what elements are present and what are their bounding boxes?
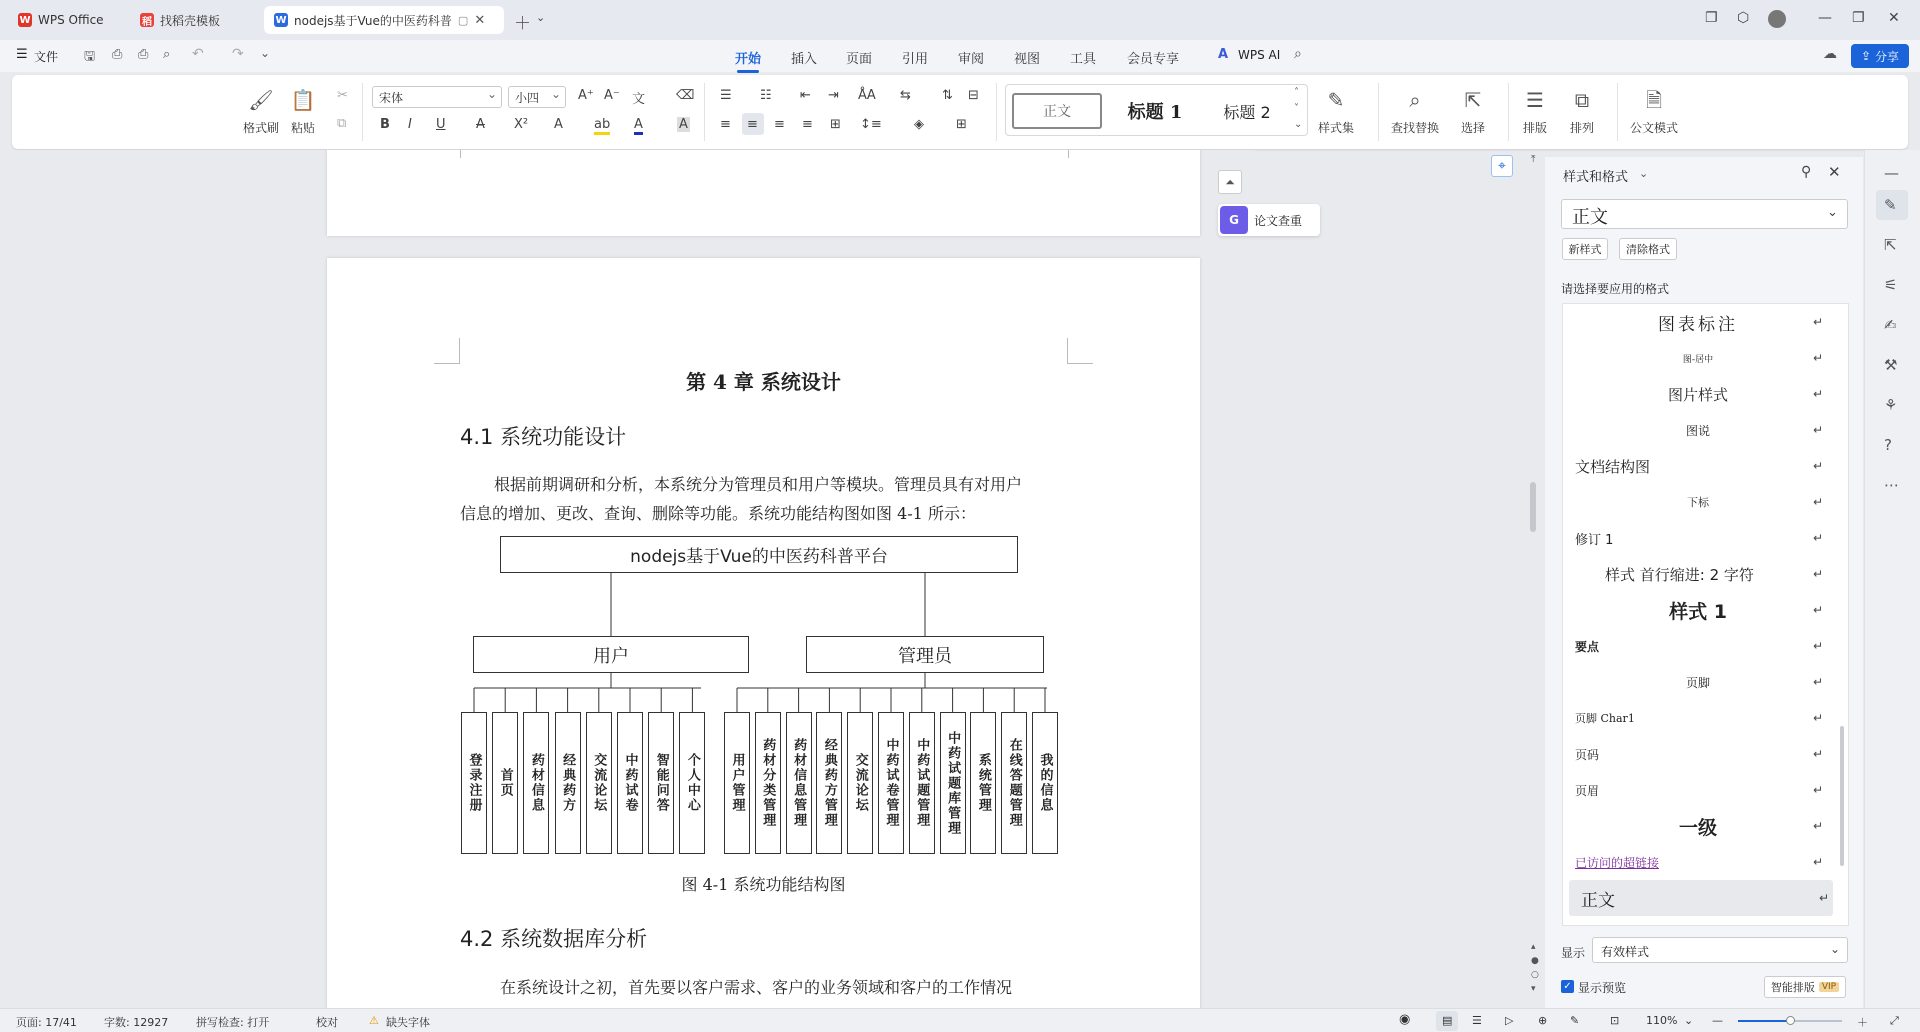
node-label: 登录注册: [466, 753, 482, 813]
undo-icon[interactable]: ↶: [192, 46, 204, 62]
missing-font-button[interactable]: 缺失字体: [386, 1016, 430, 1029]
collapse-up-icon: ⏶: [1225, 174, 1235, 189]
style-name: 页脚: [1685, 675, 1710, 690]
smart-layout-label: 智能排版: [1770, 981, 1815, 994]
layout-icon: ☰: [1526, 88, 1544, 112]
style-list-item[interactable]: [1563, 700, 1833, 736]
user-function-node: [555, 712, 581, 854]
style-list-scrollbar[interactable]: [1840, 726, 1844, 866]
char-shading-icon[interactable]: A: [679, 117, 688, 132]
user-function-node: [679, 712, 705, 854]
user-function-node: [586, 712, 612, 854]
node-label: 中药试题管理: [914, 738, 930, 828]
format-painter-label: 格式刷: [243, 121, 280, 135]
save-icon[interactable]: 🖫: [84, 49, 96, 64]
smart-layout-button[interactable]: [1764, 976, 1846, 998]
style-prompt: 请选择要应用的格式: [1561, 282, 1670, 296]
new-style-button[interactable]: 新样式: [1562, 238, 1608, 260]
style-name: 一级: [1678, 816, 1717, 839]
node-label: 经典药方管理: [821, 738, 837, 828]
help-icon[interactable]: ?: [1884, 436, 1892, 454]
admin-function-node: [724, 712, 750, 854]
paragraph-shading-icon[interactable]: ◈: [914, 117, 924, 132]
fullscreen-icon[interactable]: ⤢: [1890, 1014, 1899, 1027]
style-list-item[interactable]: [1563, 592, 1833, 628]
node-label: 药材信息: [528, 753, 544, 813]
adjust-icon[interactable]: ⚟: [1884, 276, 1898, 294]
tab-list-chevron-icon[interactable]: ⌄: [536, 11, 546, 24]
paragraph-mark-icon: ↵: [1813, 423, 1824, 437]
select-pointer-icon[interactable]: ⇱: [1884, 236, 1897, 254]
zoom-slider-handle[interactable]: [1786, 1016, 1795, 1025]
admin-function-node: [1032, 712, 1058, 854]
style-name: 正文: [1581, 890, 1615, 911]
align-center-icon[interactable]: ≡: [747, 117, 758, 132]
style-set-label: 样式集: [1318, 121, 1355, 135]
select-label: 选择: [1460, 121, 1485, 135]
page-indicator[interactable]: 页面: 17/41: [16, 1016, 77, 1029]
user-function-node: [523, 712, 549, 854]
cube-icon[interactable]: ⬡: [1737, 10, 1750, 26]
paragraph-mark-icon: ↵: [1813, 675, 1824, 689]
collapse-float-button[interactable]: [1218, 170, 1242, 194]
new-tab-icon[interactable]: ＋: [514, 14, 531, 34]
paragraph-mark-icon: ↵: [1813, 711, 1824, 725]
style-pen-icon[interactable]: ✎: [1884, 196, 1897, 214]
copy-icon[interactable]: ⧉: [337, 116, 347, 131]
web-view-icon[interactable]: ⊕: [1538, 1014, 1548, 1027]
cloud-icon[interactable]: ☁: [1823, 46, 1837, 62]
style-list-item[interactable]: [1563, 304, 1833, 340]
admin-function-node: [970, 712, 996, 854]
scroll-top-icon[interactable]: ⤒: [1531, 154, 1536, 165]
node-label: 中药试卷管理: [883, 738, 899, 828]
zoom-level[interactable]: 110%: [1646, 1014, 1678, 1027]
paragraph-mark-icon: ↵: [1813, 495, 1824, 509]
style-name: 图-居中: [1682, 354, 1714, 365]
text-direction-icon[interactable]: ÅA: [858, 88, 876, 103]
admin-function-node: [755, 712, 781, 854]
node-label: 用户管理: [729, 753, 745, 813]
paragraph-mark-icon: ↵: [1813, 855, 1824, 869]
arrange-icon: ⧉: [1574, 88, 1590, 112]
sort-icon[interactable]: ⇅: [942, 88, 953, 103]
shirt-icon[interactable]: ⚘: [1884, 396, 1898, 414]
style-list-item[interactable]: [1563, 772, 1833, 808]
style-select-chevron-icon[interactable]: ⌄: [1827, 205, 1838, 220]
justify-icon[interactable]: ≡: [802, 117, 813, 132]
tab-view[interactable]: 视图: [1014, 52, 1041, 67]
chart-root-node: nodejs基于Vue的中医药科普平台: [500, 536, 1018, 573]
tab-label: nodejs基于Vue的中医药科普: [294, 13, 452, 28]
share-label: 分享: [1875, 49, 1900, 64]
user-function-node: [648, 712, 674, 854]
font-size-select[interactable]: 小四 ⌄: [508, 86, 566, 108]
highlight-icon[interactable]: ab: [594, 117, 610, 135]
paper-check-button[interactable]: [1218, 204, 1320, 236]
clear-format-icon[interactable]: ⌫: [676, 88, 695, 103]
style-name: 页脚 Char1: [1575, 712, 1635, 725]
redo-icon[interactable]: ↷: [232, 46, 244, 62]
zoom-in-icon[interactable]: ＋: [1857, 1016, 1868, 1029]
vertical-scrollbar-thumb[interactable]: [1530, 482, 1536, 532]
paragraph-mark-icon: ↵: [1813, 603, 1824, 617]
align-left-icon[interactable]: ≡: [720, 117, 731, 132]
admin-function-node: [909, 712, 935, 854]
tab-label: 找稻壳模板: [160, 13, 221, 28]
cut-icon[interactable]: ✂: [337, 88, 348, 103]
italic-icon[interactable]: I: [408, 117, 412, 132]
pin-icon[interactable]: ⚲: [1801, 164, 1812, 180]
paper-check-icon: G: [1220, 206, 1248, 234]
style-list-item[interactable]: [1563, 736, 1833, 772]
zoom-out-icon[interactable]: —: [1712, 1014, 1723, 1027]
numbered-list-icon[interactable]: ☷: [760, 88, 772, 103]
status-bar: [0, 1008, 1920, 1032]
quick-access-chevron-icon[interactable]: ⌄: [260, 46, 271, 60]
paragraph-mark-icon: ↵: [1813, 387, 1824, 401]
restore-icon[interactable]: ❐: [1852, 10, 1865, 26]
warning-icon: ⚠: [369, 1014, 379, 1027]
paragraph-mark-icon: ↵: [1813, 531, 1824, 545]
screen-icon: ▢: [457, 13, 469, 27]
underline-icon[interactable]: U: [436, 117, 446, 132]
superscript-icon[interactable]: X²: [514, 117, 529, 132]
style-name: 图表标注: [1658, 314, 1738, 335]
node-label: 我的信息: [1037, 753, 1053, 813]
style-heading-2[interactable]: 标题 2: [1223, 102, 1271, 122]
official-doc-label: 公文模式: [1630, 121, 1679, 135]
style-list-item[interactable]: [1563, 520, 1833, 556]
borders-icon[interactable]: ⊞: [956, 117, 967, 132]
node-label: 首页: [497, 768, 513, 798]
read-mode-icon[interactable]: ▷: [1505, 1014, 1514, 1027]
text-effect-icon[interactable]: A: [554, 117, 563, 132]
style-name: 样式 1: [1669, 600, 1727, 623]
paragraph-mark-icon: ↵: [1813, 459, 1824, 473]
tab-review[interactable]: 审阅: [958, 52, 985, 67]
node-label: 经典药方: [560, 753, 576, 813]
find-replace-label: 查找替换: [1391, 121, 1440, 135]
tools-icon[interactable]: ⚒: [1884, 356, 1898, 374]
node-label: 药材分类管理: [760, 738, 776, 828]
paragraph-mark-icon: ↵: [1813, 747, 1824, 761]
official-doc-icon: 🗎: [1645, 88, 1663, 112]
paragraph-mark-icon: ↵: [1819, 891, 1830, 905]
more-icon[interactable]: ⋯: [1884, 476, 1899, 494]
clear-format-button[interactable]: 清除格式: [1619, 238, 1677, 260]
font-name-select[interactable]: 宋体 ⌄: [372, 86, 502, 108]
style-list-item[interactable]: [1563, 484, 1833, 520]
spell-check-toggle[interactable]: 拼写检查: 打开: [196, 1016, 270, 1029]
section-heading-4-1: 4.1 系统功能设计: [460, 425, 627, 449]
paragraph-mark-icon: ↵: [1813, 639, 1824, 653]
docer-icon: 稻: [140, 13, 154, 27]
search-icon[interactable]: ⌕: [1294, 46, 1302, 62]
fit-page-icon[interactable]: ⊡: [1610, 1014, 1620, 1027]
style-name: 样式 首行缩进: 2 字符: [1605, 565, 1754, 584]
hamburger-icon[interactable]: ☰: [16, 47, 28, 62]
style-heading-1[interactable]: 标题 1: [1127, 102, 1183, 123]
increase-indent-icon[interactable]: ⇥: [828, 88, 839, 103]
phonetic-icon[interactable]: 文: [632, 92, 646, 107]
line-break-icon[interactable]: ⇆: [900, 88, 911, 103]
paragraph-line: 根据前期调研和分析，本系统分为管理员和用户等模块。管理员具有对用户: [494, 475, 1023, 494]
close-tab-icon[interactable]: ✕: [474, 12, 486, 28]
decrease-font-icon[interactable]: A⁻: [604, 88, 620, 103]
gallery-expand-icon[interactable]: ⌄: [1294, 119, 1303, 130]
strikethrough-icon[interactable]: A: [476, 117, 485, 132]
font-color-icon[interactable]: A: [634, 117, 643, 135]
arrange-label: 排列: [1569, 121, 1594, 135]
tab-page[interactable]: 页面: [846, 52, 873, 67]
node-label: 个人中心: [684, 753, 700, 813]
admin-function-node: [816, 712, 842, 854]
gallery-down-icon[interactable]: ˅: [1294, 103, 1299, 114]
line-spacing-icon[interactable]: ↕≡: [860, 117, 882, 132]
window-layout-icon[interactable]: ❐: [1705, 10, 1718, 26]
paragraph-line: 信息的增加、更改、查询、删除等功能。系统功能结构图如图 4-1 所示：: [460, 504, 976, 523]
show-preview-label: 显示预览: [1578, 981, 1627, 995]
section-heading-4-2: 4.2 系统数据库分析: [460, 927, 648, 951]
style-list-item[interactable]: [1563, 412, 1833, 448]
paragraph-mark-icon: ↵: [1813, 819, 1824, 833]
word-count[interactable]: 字数: 12927: [104, 1016, 169, 1029]
find-icon: ⌕: [1409, 88, 1421, 112]
paragraph-mark-icon: ↵: [1813, 783, 1824, 797]
style-name: 修订 1: [1575, 532, 1614, 548]
node-label: 交流论坛: [852, 753, 868, 813]
zoom-slider-fill: [1738, 1020, 1790, 1022]
chart-node-admin: 管理员: [806, 636, 1044, 673]
admin-function-node: [786, 712, 812, 854]
figure-caption: 图 4-1 系统功能结构图: [681, 875, 846, 894]
wps-ai-icon: A: [1218, 47, 1229, 62]
user-function-node: [461, 712, 487, 854]
style-list[interactable]: [1562, 303, 1849, 926]
bold-icon[interactable]: B: [380, 117, 390, 132]
style-name: 下标: [1687, 496, 1709, 509]
increase-font-icon[interactable]: A⁺: [578, 88, 594, 103]
tab-home[interactable]: 开始: [735, 48, 761, 67]
proofread-button[interactable]: 校对: [316, 1016, 338, 1029]
print-icon[interactable]: ⎙: [138, 47, 149, 62]
style-name: 图片样式: [1667, 385, 1728, 404]
admin-function-node: [878, 712, 904, 854]
page-view-icon[interactable]: ▤: [1442, 1014, 1453, 1027]
wps-ai-button[interactable]: WPS AI: [1238, 48, 1281, 62]
print-preview-icon[interactable]: ⌕: [163, 47, 171, 62]
writer-doc-icon: W: [275, 14, 287, 26]
show-preview-checkbox[interactable]: ✓: [1561, 980, 1574, 993]
style-list-item[interactable]: [1563, 376, 1833, 412]
vip-badge: VIP: [1819, 982, 1839, 992]
close-window-icon[interactable]: ✕: [1888, 10, 1900, 26]
current-style-select[interactable]: 正文: [1561, 199, 1848, 229]
node-label: 中药试题库管理: [945, 730, 961, 836]
show-filter-select[interactable]: 有效样式: [1592, 937, 1848, 963]
admin-function-node: [940, 712, 966, 854]
panel-menu-chevron-icon[interactable]: ⌄: [1639, 167, 1649, 180]
gallery-up-icon[interactable]: ˄: [1294, 87, 1299, 98]
tab-insert[interactable]: 插入: [791, 52, 818, 67]
location-pin-icon[interactable]: ⌖: [1491, 155, 1513, 177]
minimize-icon[interactable]: —: [1818, 10, 1832, 26]
tab-tools[interactable]: 工具: [1070, 52, 1097, 67]
chapter-title: 第 4 章 系统设计: [686, 370, 841, 394]
page-nav-icons[interactable]: ▴ ● ○ ▾: [1531, 942, 1539, 994]
export-pdf-icon[interactable]: ⎙: [112, 47, 123, 62]
node-label: 药材信息管理: [791, 738, 807, 828]
close-panel-icon[interactable]: ✕: [1828, 163, 1841, 181]
paper-check-label: 论文查重: [1254, 213, 1303, 228]
panel-title: 样式和格式: [1563, 170, 1629, 185]
style-name: 已访问的超链接: [1575, 855, 1660, 870]
style-name: 页码: [1575, 747, 1600, 762]
eye-protect-icon[interactable]: ◉: [1399, 1012, 1411, 1027]
tab-reference[interactable]: 引用: [902, 52, 929, 67]
paragraph-mark-icon: ↵: [1813, 567, 1824, 581]
show-marks-icon[interactable]: ⊟: [968, 88, 979, 103]
wps-logo-icon: W: [19, 14, 31, 26]
style-name: 图说: [1685, 423, 1710, 438]
paste-icon: 📋: [290, 88, 316, 112]
tab-member[interactable]: 会员专享: [1127, 52, 1180, 67]
cursor-icon: ⇱: [1464, 88, 1482, 112]
style-set-icon: ✎: [1327, 88, 1345, 112]
bullet-list-icon[interactable]: ☰: [720, 88, 732, 103]
file-menu[interactable]: 文件: [34, 50, 59, 64]
edit-doc-icon[interactable]: ✍: [1884, 316, 1897, 334]
show-filter-chevron-icon[interactable]: ⌄: [1830, 942, 1841, 956]
style-name: 要点: [1575, 639, 1600, 654]
distribute-icon[interactable]: ⊞: [830, 117, 841, 132]
style-list-item[interactable]: [1563, 340, 1833, 376]
style-list-item[interactable]: [1569, 880, 1833, 916]
show-label: 显示: [1561, 946, 1586, 960]
admin-function-node: [1001, 712, 1027, 854]
style-normal[interactable]: 正文: [1012, 93, 1102, 129]
node-label: 智能问答: [653, 753, 669, 813]
chart-node-user: 用户: [473, 636, 749, 673]
style-name: 页眉: [1575, 783, 1600, 798]
node-label: 在线答题管理: [1006, 738, 1022, 828]
style-name: 文档结构图: [1575, 457, 1651, 476]
decrease-indent-icon[interactable]: ⇤: [800, 88, 811, 103]
user-function-node: [492, 712, 518, 854]
format-painter-icon: 🖌: [248, 88, 274, 112]
paragraph-line: 在系统设计之初，首先要以客户需求、客户的业务领域和客户的工作情况: [500, 978, 1013, 997]
layout-label: 排版: [1522, 121, 1547, 135]
paste-label: 粘贴: [290, 121, 315, 135]
style-list-item[interactable]: [1563, 556, 1833, 592]
user-function-node: [617, 712, 643, 854]
style-list-item[interactable]: [1563, 628, 1833, 664]
style-list-item[interactable]: [1563, 448, 1833, 484]
pen-mode-icon[interactable]: ✎: [1570, 1014, 1580, 1027]
paragraph-mark-icon: ↵: [1813, 351, 1824, 365]
node-label: 系统管理: [975, 753, 991, 813]
node-label: 交流论坛: [591, 753, 607, 813]
admin-function-node: [847, 712, 873, 854]
share-icon: ⇪: [1860, 49, 1872, 63]
collapse-sidebar-icon[interactable]: —: [1884, 164, 1899, 182]
style-list-item[interactable]: [1563, 808, 1833, 844]
node-label: 中药试卷: [622, 753, 638, 813]
style-list-item[interactable]: [1563, 844, 1833, 880]
style-list-item[interactable]: [1563, 664, 1833, 700]
outline-view-icon[interactable]: ☰: [1472, 1014, 1482, 1027]
paragraph-mark-icon: ↵: [1813, 315, 1824, 329]
align-right-icon[interactable]: ≡: [774, 117, 785, 132]
tab-label: WPS Office: [38, 13, 104, 27]
zoom-chevron-icon[interactable]: ⌄: [1684, 1014, 1694, 1027]
